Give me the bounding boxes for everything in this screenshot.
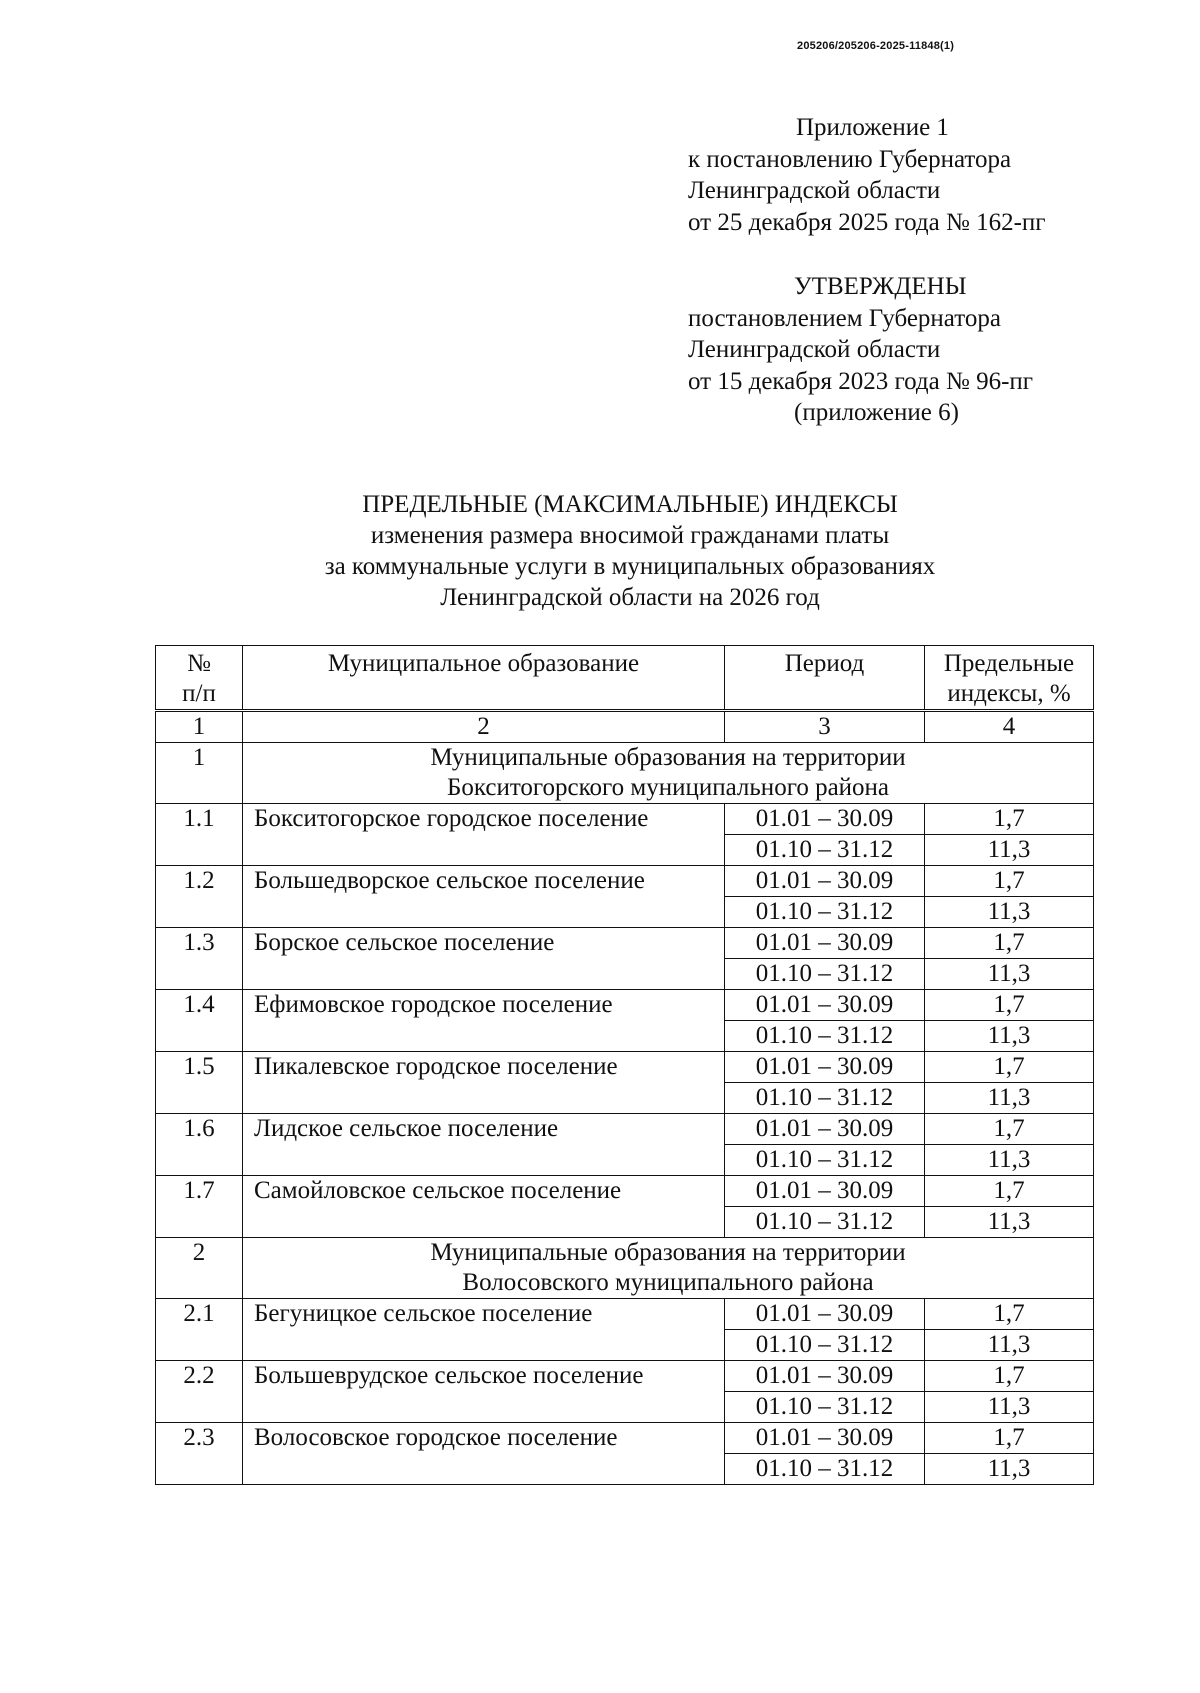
- column-number: 1: [156, 711, 243, 743]
- table-row: [156, 1361, 1094, 1392]
- column-number-row: [156, 711, 1094, 743]
- header-num-line: №: [187, 650, 211, 677]
- period-cell: 01.01 – 30.09: [725, 1114, 925, 1145]
- period-cell: 01.10 – 31.12: [725, 1083, 925, 1114]
- municipality-name: Ефимовское городское поселение: [243, 990, 725, 1052]
- appendix-line: к постановлению Губернатора: [688, 145, 1012, 173]
- index-cell: 11,3: [925, 1454, 1094, 1485]
- header-name-label: Муниципальное образование: [327, 650, 640, 677]
- header-index-line: Предельные: [943, 650, 1075, 677]
- index-cell: 11,3: [925, 1145, 1094, 1176]
- column-number: 4: [925, 711, 1094, 743]
- index-cell: 1,7: [925, 1114, 1094, 1145]
- municipality-name: Пикалевское городское поселение: [243, 1052, 725, 1114]
- column-number: 2: [243, 711, 725, 743]
- index-cell: 1,7: [925, 1361, 1094, 1392]
- period-cell: 01.01 – 30.09: [725, 1052, 925, 1083]
- row-number: 1.5: [156, 1052, 243, 1114]
- section-title-line: Муниципальные образования на территории: [430, 744, 906, 771]
- section-number: 2: [156, 1238, 243, 1299]
- municipality-name: Лидское сельское поселение: [243, 1114, 725, 1176]
- approved-heading: УТВЕРЖДЕНЫ: [794, 273, 967, 300]
- row-number: 1.4: [156, 990, 243, 1052]
- row-number: 1.3: [156, 928, 243, 990]
- municipality-name: Бокситогорское городское поселение: [243, 804, 725, 866]
- municipality-name: Борское сельское поселение: [243, 928, 725, 990]
- header-num: [156, 646, 243, 711]
- table-row: [156, 1052, 1094, 1083]
- indices-table: [155, 645, 1094, 1485]
- period-cell: 01.01 – 30.09: [725, 1299, 925, 1330]
- period-cell: 01.01 – 30.09: [725, 1176, 925, 1207]
- index-cell: 11,3: [925, 1021, 1094, 1052]
- section-row: [156, 743, 1094, 804]
- period-cell: 01.01 – 30.09: [725, 1423, 925, 1454]
- table-row: [156, 804, 1094, 835]
- appendix-date: от 25 декабря 2025 года № 162-пг: [688, 208, 1046, 236]
- index-cell: 11,3: [925, 897, 1094, 928]
- header-index-line: индексы, %: [947, 680, 1071, 707]
- column-number: 3: [725, 711, 925, 743]
- section-title: [243, 743, 1094, 804]
- index-cell: 11,3: [925, 959, 1094, 990]
- approved-line: постановлением Губернатора: [688, 304, 1001, 332]
- row-number: 1.2: [156, 866, 243, 928]
- period-cell: 01.10 – 31.12: [725, 1207, 925, 1238]
- period-cell: 01.01 – 30.09: [725, 990, 925, 1021]
- row-number: 2.2: [156, 1361, 243, 1423]
- appendix-number: Приложение 1: [796, 114, 949, 141]
- title-line: Ленинградской области на 2026 год: [440, 584, 820, 611]
- index-cell: 1,7: [925, 1423, 1094, 1454]
- index-cell: 11,3: [925, 835, 1094, 866]
- row-number: 2.1: [156, 1299, 243, 1361]
- index-cell: 11,3: [925, 1083, 1094, 1114]
- period-cell: 01.10 – 31.12: [725, 1454, 925, 1485]
- index-cell: 1,7: [925, 1176, 1094, 1207]
- title-line: ПРЕДЕЛЬНЫЕ (МАКСИМАЛЬНЫЕ) ИНДЕКСЫ: [362, 491, 898, 518]
- row-number: 1.1: [156, 804, 243, 866]
- index-cell: 1,7: [925, 866, 1094, 897]
- section-row: [156, 1238, 1094, 1299]
- table-row: [156, 1114, 1094, 1145]
- municipality-name: Волосовское городское поселение: [243, 1423, 725, 1485]
- index-cell: 11,3: [925, 1207, 1094, 1238]
- section-title-line: Волосовского муниципального района: [462, 1269, 874, 1296]
- section-title: [243, 1238, 1094, 1299]
- header-period: [725, 646, 925, 711]
- appendix-block: [688, 112, 1046, 238]
- section-title-line: Муниципальные образования на территории: [430, 1239, 906, 1266]
- period-cell: 01.01 – 30.09: [725, 1361, 925, 1392]
- index-cell: 1,7: [925, 1052, 1094, 1083]
- row-number: 1.7: [156, 1176, 243, 1238]
- appendix-line: Ленинградской области: [688, 177, 941, 204]
- municipality-name: Бегуницкое сельское поселение: [243, 1299, 725, 1361]
- index-cell: 1,7: [925, 928, 1094, 959]
- period-cell: 01.10 – 31.12: [725, 897, 925, 928]
- period-cell: 01.10 – 31.12: [725, 959, 925, 990]
- table-row: [156, 1299, 1094, 1330]
- period-cell: 01.10 – 31.12: [725, 1021, 925, 1052]
- section-number: 1: [156, 743, 243, 804]
- index-cell: 1,7: [925, 804, 1094, 835]
- index-cell: 11,3: [925, 1392, 1094, 1423]
- table-header-row: [156, 646, 1094, 711]
- municipality-name: Большеврудское сельское поселение: [243, 1361, 725, 1423]
- header-num-line: п/п: [182, 680, 216, 707]
- title-line: за коммунальные услуги в муниципальных образованиях: [324, 553, 936, 580]
- approved-block: [688, 271, 1033, 429]
- approved-appendix-ref: (приложение 6): [794, 399, 959, 426]
- approved-date: от 15 декабря 2023 года № 96-пг: [688, 367, 1034, 395]
- index-cell: 1,7: [925, 1299, 1094, 1330]
- table-row: [156, 866, 1094, 897]
- index-cell: 1,7: [925, 990, 1094, 1021]
- header-period-label: Период: [784, 650, 865, 677]
- row-number: 1.6: [156, 1114, 243, 1176]
- period-cell: 01.10 – 31.12: [725, 1330, 925, 1361]
- table-row: [156, 990, 1094, 1021]
- municipality-name: Большедворское сельское поселение: [243, 866, 725, 928]
- period-cell: 01.10 – 31.12: [725, 835, 925, 866]
- period-cell: 01.01 – 30.09: [725, 804, 925, 835]
- title-line: изменения размера вносимой гражданами платы: [370, 522, 890, 549]
- period-cell: 01.01 – 30.09: [725, 866, 925, 897]
- table-row: [156, 928, 1094, 959]
- period-cell: 01.01 – 30.09: [725, 928, 925, 959]
- table-row: [156, 1423, 1094, 1454]
- section-title-line: Бокситогорского муниципального района: [446, 774, 890, 801]
- header-index: [925, 646, 1094, 711]
- municipality-name: Самойловское сельское поселение: [243, 1176, 725, 1238]
- table-row: [156, 1176, 1094, 1207]
- header-name: [243, 646, 725, 711]
- document-title: [140, 489, 1120, 613]
- index-cell: 11,3: [925, 1330, 1094, 1361]
- document-id: 205206/205206-2025-11848(1): [797, 40, 955, 52]
- period-cell: 01.10 – 31.12: [725, 1392, 925, 1423]
- period-cell: 01.10 – 31.12: [725, 1145, 925, 1176]
- row-number: 2.3: [156, 1423, 243, 1485]
- approved-line: Ленинградской области: [688, 336, 941, 363]
